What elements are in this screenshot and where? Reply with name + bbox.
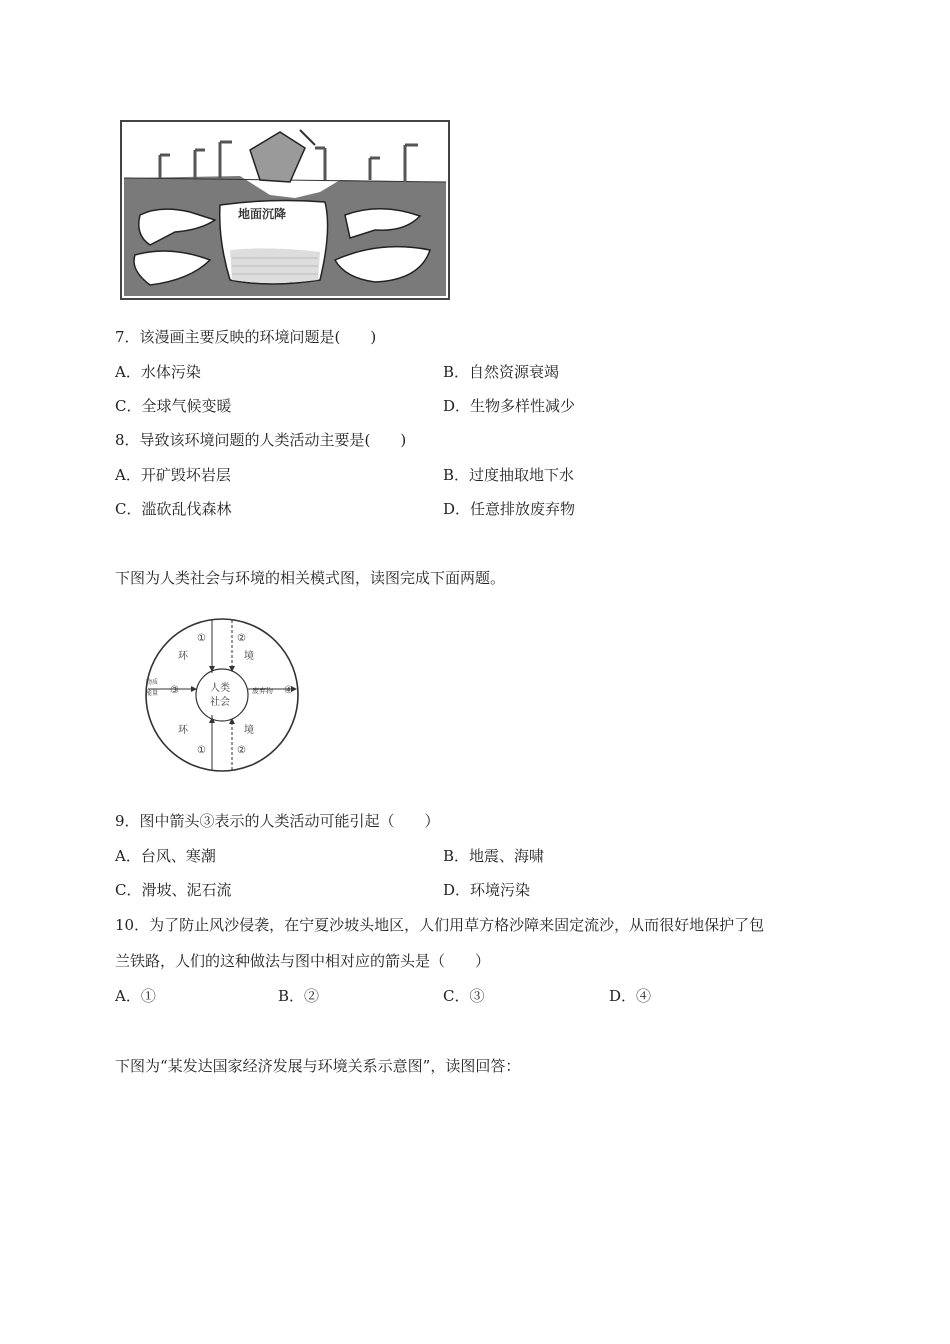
q8-option-c: C．滥砍乱伐森林 xyxy=(115,500,232,518)
intro-figure2: 下图为人类社会与环境的相关模式图，读图完成下面两题。 xyxy=(115,569,506,587)
q9-option-d: D．环境污染 xyxy=(443,881,531,899)
q7-stem: 7．该漫画主要反映的环境问题是( ) xyxy=(115,328,377,346)
diagram-num3: ③ xyxy=(170,685,179,696)
q8-stem: 8．导致该环境问题的人类活动主要是( ) xyxy=(115,431,407,449)
diagram-env-bottom-right: 境 xyxy=(244,725,254,736)
diagram-center-bottom: 社会 xyxy=(210,697,230,708)
q9-option-a: A．台风、寒潮 xyxy=(115,847,216,865)
q7-option-d: D．生物多样性减少 xyxy=(443,397,576,415)
q10-option-a: A．① xyxy=(115,987,156,1005)
cartoon-label: 地面沉降 xyxy=(238,207,287,221)
diagram-env-top-right: 境 xyxy=(244,651,254,662)
intro-figure3: 下图为“某发达国家经济发展与环境关系示意图”，读图回答： xyxy=(115,1057,521,1075)
diagram-left-label-bottom: 能量 xyxy=(146,690,159,697)
diagram-env-top-left: 环 xyxy=(178,651,188,662)
q7-option-b: B．自然资源衰竭 xyxy=(443,363,560,381)
q8-option-d: D．任意排放废弃物 xyxy=(443,500,576,518)
q9-stem: 9．图中箭头③表示的人类活动可能引起（ ） xyxy=(115,812,440,830)
diagram-env-bottom-left: 环 xyxy=(178,725,188,736)
diagram-center-top: 人类 xyxy=(210,683,230,694)
q8-option-b: B．过度抽取地下水 xyxy=(443,466,575,484)
diagram-left-label-top: 物质 xyxy=(146,679,159,686)
diagram-num1-bottom: ① xyxy=(197,745,206,756)
diagram-num4: ④ xyxy=(284,685,293,696)
diagram-num2-bottom: ② xyxy=(237,745,246,756)
diagram-num2-top: ② xyxy=(237,633,246,644)
q9-option-c: C．滑坡、泥石流 xyxy=(115,881,232,899)
q10-option-c: C．③ xyxy=(443,987,485,1005)
q10-stem-line1: 10．为了防止风沙侵袭，在宁夏沙坡头地区，人们用草方格沙障来固定流沙，从而很好地保护了包 xyxy=(115,916,765,934)
q10-option-b: B．② xyxy=(278,987,320,1005)
q9-option-b: B．地震、海啸 xyxy=(443,847,545,865)
q7-option-c: C．全球气候变暖 xyxy=(115,397,232,415)
diagram-right-label: 废弃物 xyxy=(252,687,273,695)
q10-stem-line2: 兰铁路，人们的这种做法与图中相对应的箭头是（ ） xyxy=(115,952,491,970)
q8-option-a: A．开矿毁坏岩层 xyxy=(115,466,231,484)
q10-option-d: D．④ xyxy=(609,987,652,1005)
society-environment-diagram xyxy=(140,615,305,775)
ground-subsidence-cartoon xyxy=(120,120,450,300)
q7-option-a: A．水体污染 xyxy=(115,363,201,381)
diagram-num1-top: ① xyxy=(197,633,206,644)
